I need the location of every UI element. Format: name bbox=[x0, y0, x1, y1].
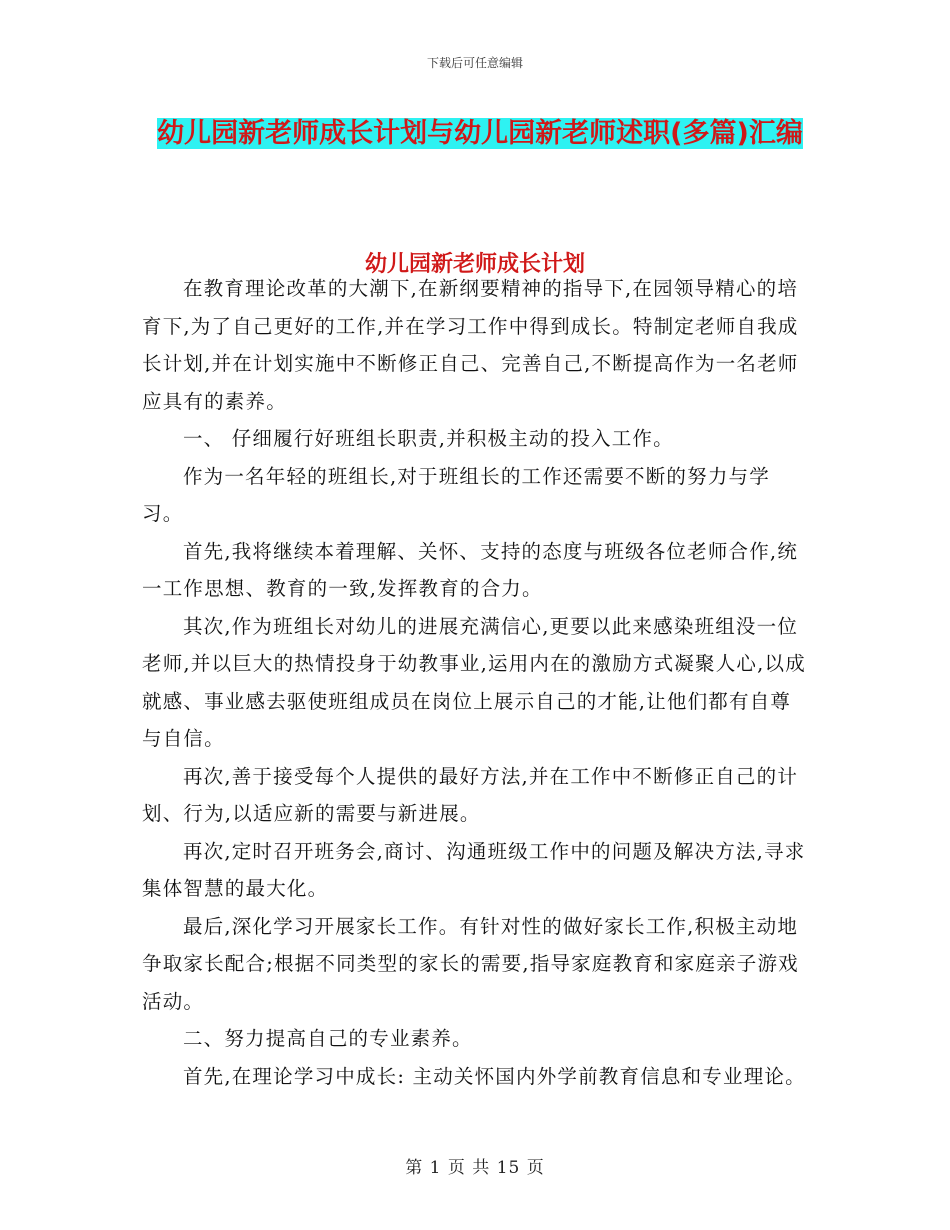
page-number: 第 1 页 共 15 页 bbox=[405, 1158, 545, 1178]
document-title bbox=[150, 112, 810, 156]
section-title: 幼儿园新老师成长计划 bbox=[364, 252, 585, 277]
paragraph: 首先,我将继续本着理解、关怀、支持的态度与班级各位老师合作,统一工作思想、教育的一致,发挥教育的合力。 bbox=[142, 539, 799, 600]
document-body bbox=[142, 270, 810, 1095]
paragraph: 最后,深化学习开展家长工作。有针对性的做好家长工作,积极主动地争取家长配合;根据不同类型的家长的需要,指导家庭教育和家庭亲子游戏活动。 bbox=[142, 914, 799, 1013]
paragraph: 二、努力提高自己的专业素养。 bbox=[182, 1027, 473, 1050]
paragraph: 在教育理论改革的大潮下,在新纲要精神的指导下,在园领导精心的培育下,为了自己更好的工作,并在学习工作中得到成长。特制定老师自我成长计划,并在计划实施中不断修正自己、完善自己,不断提高作为一名老师应具有的素养。 bbox=[142, 277, 799, 413]
paragraph: 首先,在理论学习中成长: 主动关怀国内外学前教育信息和专业理论。 bbox=[182, 1064, 806, 1088]
header-note: 下载后可任意编辑 bbox=[426, 56, 523, 70]
paragraph: 其次,作为班组长对幼儿的进展充满信心,更要以此来感染班组没一位老师,并以巨大的热情投身于幼教事业,运用内在的激励方式凝聚人心,以成就感、事业感去驱使班组成员在岗位上展示自己的才能,让他们都有自尊与自信。 bbox=[142, 614, 806, 750]
document-title-text: 幼儿园新老师成长计划与幼儿园新老师述职(多篇)汇编 bbox=[157, 118, 803, 149]
paragraph: 一、 仔细履行好班组长职责,并积极主动的投入工作。 bbox=[182, 427, 674, 450]
paragraph: 再次,定时召开班务会,商讨、沟通班级工作中的问题及解决方法,寻求集体智慧的最大化。 bbox=[142, 839, 806, 900]
paragraph: 作为一名年轻的班组长,对于班组长的工作还需要不断的努力与学习。 bbox=[142, 464, 770, 525]
paragraph: 再次,善于接受每个人提供的最好方法,并在工作中不断修正自己的计划、行为,以适应新的需要与新进展。 bbox=[142, 764, 799, 825]
